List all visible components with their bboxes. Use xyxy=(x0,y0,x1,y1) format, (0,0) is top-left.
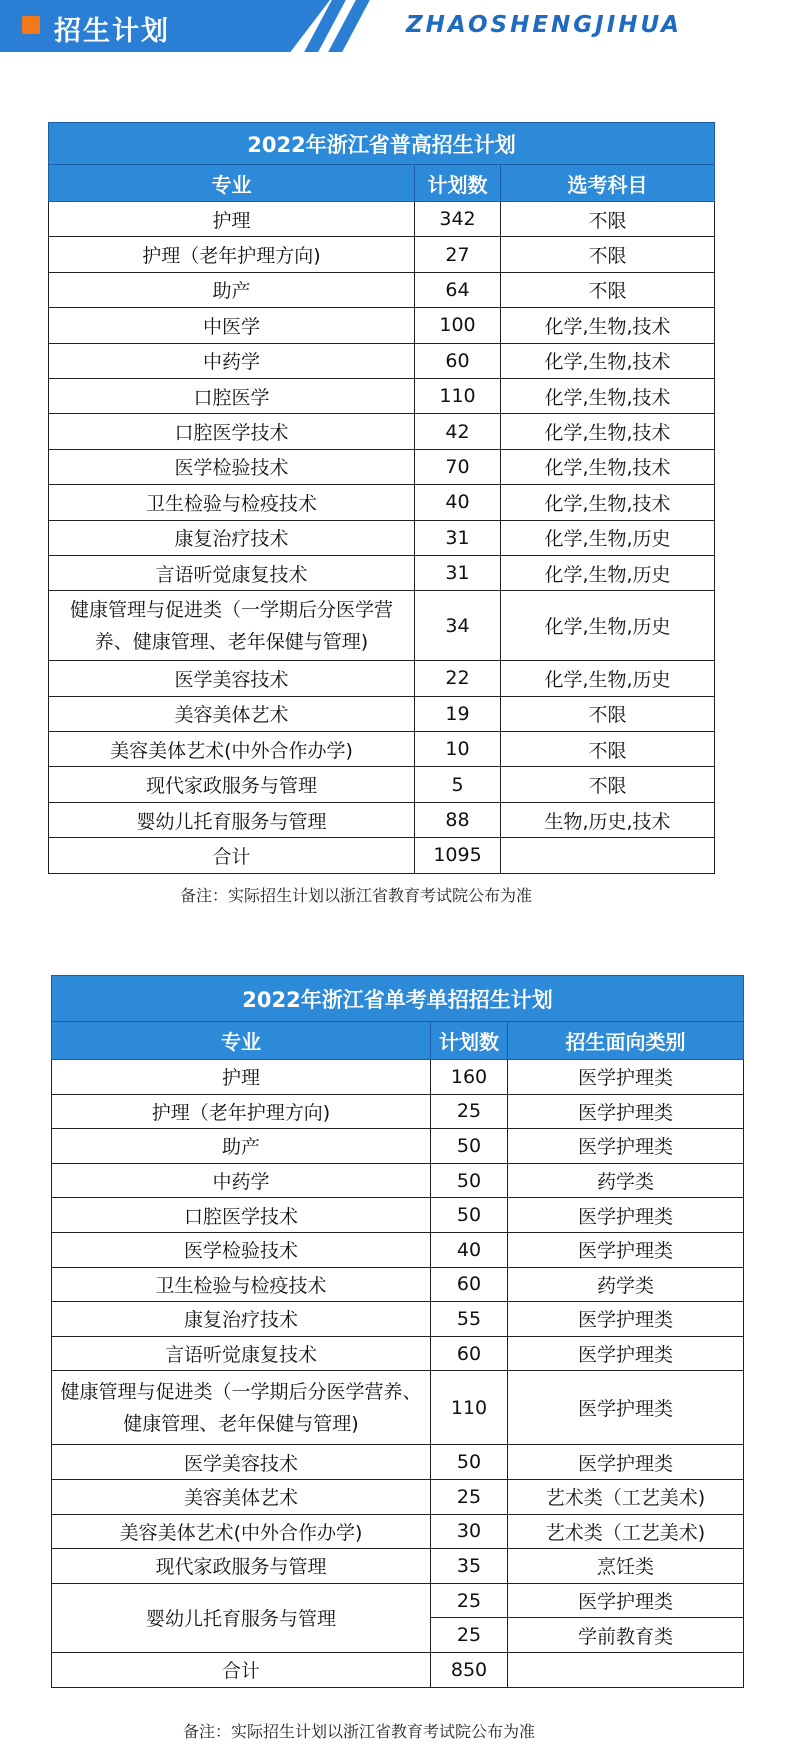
table-row xyxy=(52,1198,744,1233)
cell-subjects: 不限 xyxy=(501,732,715,767)
cell-plan-count: 31 xyxy=(415,555,501,590)
cell-plan-count: 50 xyxy=(431,1129,508,1164)
cell-category: 药学类 xyxy=(508,1163,744,1198)
cell-major: 卫生检验与检疫技术 xyxy=(52,1267,431,1302)
section-title-pinyin: ZHAOSHENGJIHUA xyxy=(405,12,682,38)
cell-category: 医学护理类 xyxy=(508,1336,744,1371)
cell-subjects: 化学,生物,技术 xyxy=(501,308,715,343)
cell-major: 医学检验技术 xyxy=(52,1232,431,1267)
cell-subjects: 不限 xyxy=(501,696,715,731)
cell-major: 医学检验技术 xyxy=(49,449,415,484)
table-dankao-plan xyxy=(51,975,744,1688)
cell-plan-count: 64 xyxy=(415,272,501,307)
table-row xyxy=(49,591,715,661)
cell-major: 美容美体艺术 xyxy=(52,1479,431,1514)
cell-plan-count: 25 xyxy=(431,1618,508,1653)
cell-plan-count: 160 xyxy=(431,1060,508,1095)
cell-subjects: 生物,历史,技术 xyxy=(501,802,715,837)
cell-major: 婴幼儿托育服务与管理 xyxy=(49,802,415,837)
cell-major: 健康管理与促进类（一学期后分医学营养、健康管理、老年保健与管理) xyxy=(49,591,415,661)
table-row xyxy=(49,378,715,413)
cell-category: 医学护理类 xyxy=(508,1129,744,1164)
cell-major: 卫生检验与检疫技术 xyxy=(49,485,415,520)
cell-plan-count: 42 xyxy=(415,414,501,449)
table-row xyxy=(49,661,715,696)
section-title: 招生计划 xyxy=(54,16,170,47)
cell-subjects: 不限 xyxy=(501,272,715,307)
cell-category: 艺术类（工艺美术) xyxy=(508,1514,744,1549)
cell-subjects: 化学,生物,历史 xyxy=(501,591,715,661)
table-row xyxy=(52,1445,744,1480)
cell-subjects: 不限 xyxy=(501,237,715,272)
table-row xyxy=(49,696,715,731)
table-row xyxy=(49,414,715,449)
cell-plan-count: 31 xyxy=(415,520,501,555)
table-row xyxy=(52,1371,744,1445)
table-note: 备注：实际招生计划以浙江省教育考试院公布为准 xyxy=(183,1722,536,1741)
cell-category: 医学护理类 xyxy=(508,1198,744,1233)
table-row xyxy=(49,802,715,837)
cell-major: 医学美容技术 xyxy=(49,661,415,696)
square-bullet-icon xyxy=(22,16,40,34)
cell-major: 康复治疗技术 xyxy=(49,520,415,555)
cell-category: 医学护理类 xyxy=(508,1302,744,1337)
cell-major: 现代家政服务与管理 xyxy=(49,767,415,802)
cell-major: 护理（老年护理方向) xyxy=(49,237,415,272)
table-row xyxy=(52,1549,744,1584)
column-header-category: 招生面向类别 xyxy=(508,1022,744,1060)
cell-major: 合计 xyxy=(52,1652,431,1687)
cell-plan-count: 70 xyxy=(415,449,501,484)
cell-plan-count: 60 xyxy=(431,1267,508,1302)
cell-plan-count: 88 xyxy=(415,802,501,837)
column-header-plan-count: 计划数 xyxy=(431,1022,508,1060)
table-row xyxy=(49,202,715,237)
cell-plan-count: 1095 xyxy=(415,838,501,873)
cell-major: 婴幼儿托育服务与管理 xyxy=(52,1583,431,1652)
cell-category: 药学类 xyxy=(508,1267,744,1302)
cell-plan-count: 35 xyxy=(431,1549,508,1584)
cell-major: 中药学 xyxy=(52,1163,431,1198)
column-header-major: 专业 xyxy=(52,1022,431,1060)
cell-plan-count: 50 xyxy=(431,1198,508,1233)
cell-category: 医学护理类 xyxy=(508,1371,744,1445)
table-row xyxy=(49,449,715,484)
cell-subjects: 化学,生物,技术 xyxy=(501,449,715,484)
section-header-banner xyxy=(0,0,800,52)
table-row xyxy=(49,237,715,272)
cell-major: 口腔医学技术 xyxy=(49,414,415,449)
table-row xyxy=(52,1267,744,1302)
table-row xyxy=(52,1479,744,1514)
cell-plan-count: 30 xyxy=(431,1514,508,1549)
table-row xyxy=(49,732,715,767)
cell-subjects: 化学,生物,技术 xyxy=(501,414,715,449)
table-row xyxy=(52,1336,744,1371)
cell-major: 言语听觉康复技术 xyxy=(52,1336,431,1371)
table-row xyxy=(52,1163,744,1198)
cell-category: 医学护理类 xyxy=(508,1445,744,1480)
cell-subjects xyxy=(501,838,715,873)
table-title: 2022年浙江省普高招生计划 xyxy=(49,123,715,165)
cell-major: 护理（老年护理方向) xyxy=(52,1094,431,1129)
table-row xyxy=(49,555,715,590)
cell-category: 艺术类（工艺美术) xyxy=(508,1479,744,1514)
table-row xyxy=(49,485,715,520)
cell-major: 健康管理与促进类（一学期后分医学营养、健康管理、老年保健与管理) xyxy=(52,1371,431,1445)
cell-major: 美容美体艺术(中外合作办学) xyxy=(49,732,415,767)
column-header-plan-count: 计划数 xyxy=(415,165,501,202)
cell-plan-count: 40 xyxy=(415,485,501,520)
table-row xyxy=(49,343,715,378)
cell-category: 烹饪类 xyxy=(508,1549,744,1584)
table-row xyxy=(52,1060,744,1095)
cell-plan-count: 40 xyxy=(431,1232,508,1267)
cell-category: 医学护理类 xyxy=(508,1232,744,1267)
cell-plan-count: 110 xyxy=(415,378,501,413)
cell-major: 康复治疗技术 xyxy=(52,1302,431,1337)
cell-plan-count: 25 xyxy=(431,1479,508,1514)
cell-plan-count: 25 xyxy=(431,1094,508,1129)
cell-subjects: 不限 xyxy=(501,767,715,802)
cell-plan-count: 10 xyxy=(415,732,501,767)
cell-major: 护理 xyxy=(52,1060,431,1095)
cell-subjects: 化学,生物,技术 xyxy=(501,485,715,520)
table-row xyxy=(49,767,715,802)
table-row xyxy=(49,520,715,555)
cell-plan-count: 55 xyxy=(431,1302,508,1337)
table-title: 2022年浙江省单考单招招生计划 xyxy=(52,976,744,1022)
cell-subjects: 化学,生物,历史 xyxy=(501,661,715,696)
cell-subjects: 化学,生物,技术 xyxy=(501,378,715,413)
cell-plan-count: 110 xyxy=(431,1371,508,1445)
table-total-row xyxy=(52,1652,744,1687)
cell-subjects: 化学,生物,技术 xyxy=(501,343,715,378)
cell-category: 医学护理类 xyxy=(508,1094,744,1129)
cell-plan-count: 27 xyxy=(415,237,501,272)
table-pugao-plan xyxy=(48,122,715,874)
cell-major: 口腔医学 xyxy=(49,378,415,413)
table-row xyxy=(52,1583,744,1618)
cell-major: 现代家政服务与管理 xyxy=(52,1549,431,1584)
column-header-subjects: 选考科目 xyxy=(501,165,715,202)
cell-major: 美容美体艺术(中外合作办学) xyxy=(52,1514,431,1549)
cell-major: 中药学 xyxy=(49,343,415,378)
cell-major: 口腔医学技术 xyxy=(52,1198,431,1233)
cell-category xyxy=(508,1652,744,1687)
cell-major: 助产 xyxy=(49,272,415,307)
cell-major: 中医学 xyxy=(49,308,415,343)
cell-plan-count: 22 xyxy=(415,661,501,696)
cell-plan-count: 34 xyxy=(415,591,501,661)
cell-plan-count: 19 xyxy=(415,696,501,731)
cell-plan-count: 5 xyxy=(415,767,501,802)
cell-category: 医学护理类 xyxy=(508,1583,744,1618)
cell-plan-count: 25 xyxy=(431,1583,508,1618)
cell-category: 学前教育类 xyxy=(508,1618,744,1653)
cell-plan-count: 342 xyxy=(415,202,501,237)
cell-subjects: 化学,生物,历史 xyxy=(501,555,715,590)
cell-plan-count: 100 xyxy=(415,308,501,343)
table-row xyxy=(52,1129,744,1164)
cell-plan-count: 60 xyxy=(431,1336,508,1371)
column-header-major: 专业 xyxy=(49,165,415,202)
cell-subjects: 不限 xyxy=(501,202,715,237)
table-total-row xyxy=(49,838,715,873)
table-row xyxy=(52,1302,744,1337)
cell-plan-count: 50 xyxy=(431,1445,508,1480)
table-row xyxy=(52,1094,744,1129)
cell-major: 美容美体艺术 xyxy=(49,696,415,731)
cell-major: 言语听觉康复技术 xyxy=(49,555,415,590)
table-row xyxy=(52,1514,744,1549)
cell-subjects: 化学,生物,历史 xyxy=(501,520,715,555)
cell-major: 助产 xyxy=(52,1129,431,1164)
table-row xyxy=(49,308,715,343)
cell-major: 护理 xyxy=(49,202,415,237)
table-row xyxy=(49,272,715,307)
cell-plan-count: 50 xyxy=(431,1163,508,1198)
table-row xyxy=(52,1232,744,1267)
cell-plan-count: 60 xyxy=(415,343,501,378)
cell-plan-count: 850 xyxy=(431,1652,508,1687)
table-note: 备注：实际招生计划以浙江省教育考试院公布为准 xyxy=(180,886,533,905)
cell-major: 医学美容技术 xyxy=(52,1445,431,1480)
cell-category: 医学护理类 xyxy=(508,1060,744,1095)
cell-major: 合计 xyxy=(49,838,415,873)
